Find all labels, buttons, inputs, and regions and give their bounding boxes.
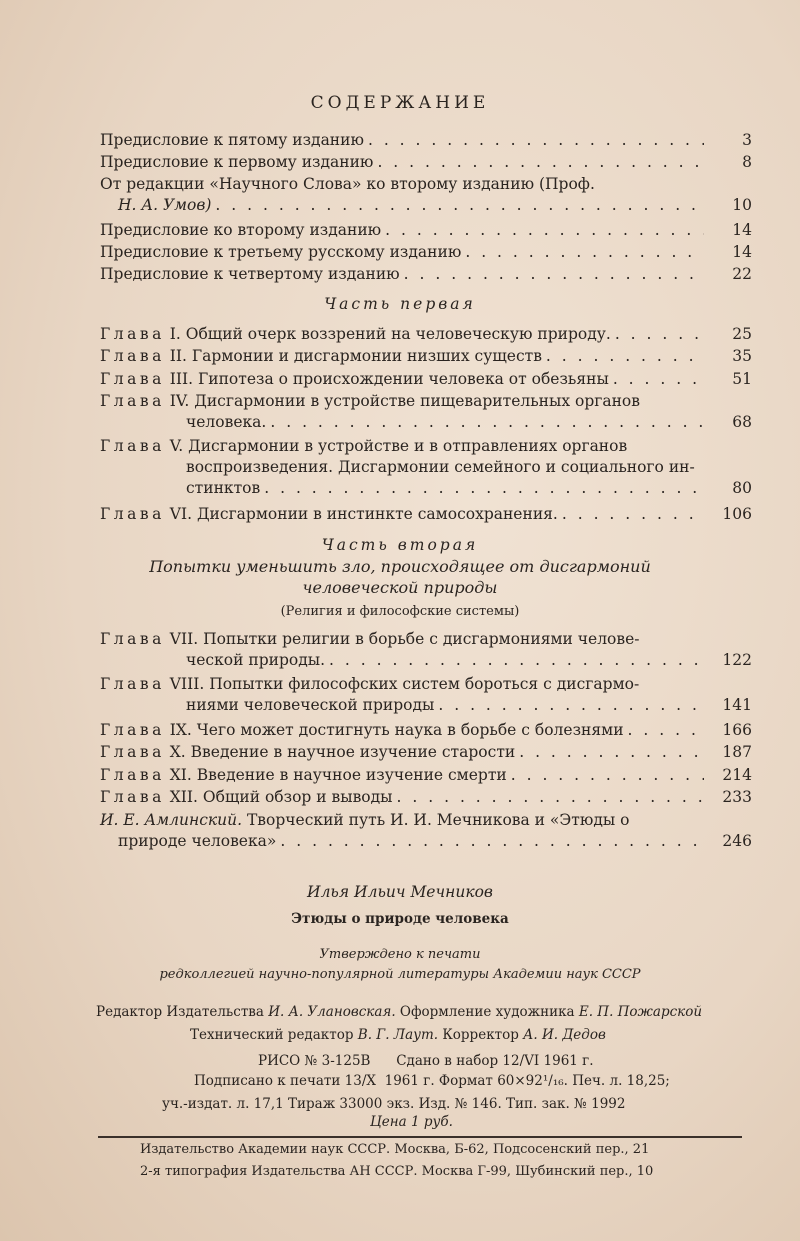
toc-chapter: Глава V. Дисгармонии в устройстве и в отправлениях органов воспроизведения. Дисгармонии семейного и социального ин- стинктов . . . 80 xyxy=(100,436,752,499)
divider xyxy=(98,1136,742,1138)
imprint-signed: Подписано к печати 13/X 1961 г. Формат 60×92¹/₁₆. Печ. л. 18,25; xyxy=(194,1073,670,1089)
toc-chapter: Глава X. Введение в научное изучение старости . . . 187 xyxy=(100,742,752,763)
toc-chapter: Глава XII. Общий обзор и выводы . . . 233 xyxy=(100,787,752,808)
toc-chapter: Глава III. Гипотеза о происхождении человека от обезьяны . . . 51 xyxy=(100,369,752,390)
imprint-approved: редколлегией научно-популярной литературы Академии наук СССР xyxy=(159,967,641,982)
imprint-editors: Редактор Издательства И. А. Улановская. Оформление художника Е. П. Пожарской xyxy=(96,1004,703,1020)
part-two-note: (Религия и философские системы) xyxy=(280,604,520,619)
toc-chapter: Глава VIII. Попытки философских систем бороться с дисгармо- ниями человеческой природы . . . 141 xyxy=(100,674,752,716)
toc-entry: Предисловие ко второму изданию . . . 14 xyxy=(100,220,752,241)
imprint-book-title: Этюды о природе человека xyxy=(291,911,509,927)
toc-entry: От редакции «Научного Слова» ко второму изданию (Проф. Н. А. Умов) . . . 10 xyxy=(100,174,752,216)
toc-chapter: Глава IV. Дисгармонии в устройстве пищеварительных органов человека. . . . 68 xyxy=(100,391,752,433)
imprint-approved: Утверждено к печати xyxy=(319,947,481,962)
imprint-price: Цена 1 руб. xyxy=(370,1114,453,1130)
part-one-heading: Часть первая xyxy=(324,295,476,313)
page-title: СОДЕРЖАНИЕ xyxy=(310,93,490,113)
toc-entry: Предисловие к пятому изданию . . . 3 xyxy=(100,130,752,151)
toc-chapter: Глава IX. Чего может достигнуть наука в борьбе с болезнями . . . 166 xyxy=(100,720,752,741)
imprint-printer: 2-я типография Издательства АН СССР. Москва Г-99, Шубинский пер., 10 xyxy=(140,1164,654,1179)
toc-chapter: Глава VI. Дисгармонии в инстинкте самосохранения. . . . 106 xyxy=(100,504,752,525)
toc-chapter: Глава VII. Попытки религии в борьбе с дисгармониями челове- ческой природы. . . . 122 xyxy=(100,629,752,671)
toc-chapter: Глава II. Гармонии и дисгармонии низших существ . . . 35 xyxy=(100,346,752,367)
part-two-heading: Часть вторая xyxy=(321,536,479,554)
part-two-subtitle: человеческой природы xyxy=(302,578,498,597)
toc-chapter: Глава XI. Введение в научное изучение смерти . . . 214 xyxy=(100,765,752,786)
toc-chapter: Глава I. Общий очерк воззрений на человеческую природу. . . . 25 xyxy=(100,324,752,345)
toc-afterword: И. Е. Амлинский. Творческий путь И. И. Мечникова и «Этюды о природе человека» . . . 246 xyxy=(100,810,752,852)
toc-entry: Предисловие к четвертому изданию . . . 22 xyxy=(100,264,752,285)
imprint-print-run: уч.-издат. л. 17,1 Тираж 33000 экз. Изд. № 146. Тип. зак. № 1992 xyxy=(162,1096,626,1112)
imprint-publisher: Издательство Академии наук СССР. Москва, Б-62, Подсосенский пер., 21 xyxy=(140,1142,650,1157)
toc-entry: Предисловие к первому изданию . . . 8 xyxy=(100,152,752,173)
imprint-riso: РИСО № 3-125В Сдано в набор 12/VI 1961 г. xyxy=(258,1053,594,1069)
imprint-author: Илья Ильич Мечников xyxy=(307,883,493,901)
part-two-subtitle: Попытки уменьшить зло, происходящее от дисгармоний xyxy=(149,557,651,576)
toc-entry: Предисловие к третьему русскому изданию . . . 14 xyxy=(100,242,752,263)
imprint-tech-editors: Технический редактор В. Г. Лаут. Корректор А. И. Дедов xyxy=(190,1027,606,1043)
